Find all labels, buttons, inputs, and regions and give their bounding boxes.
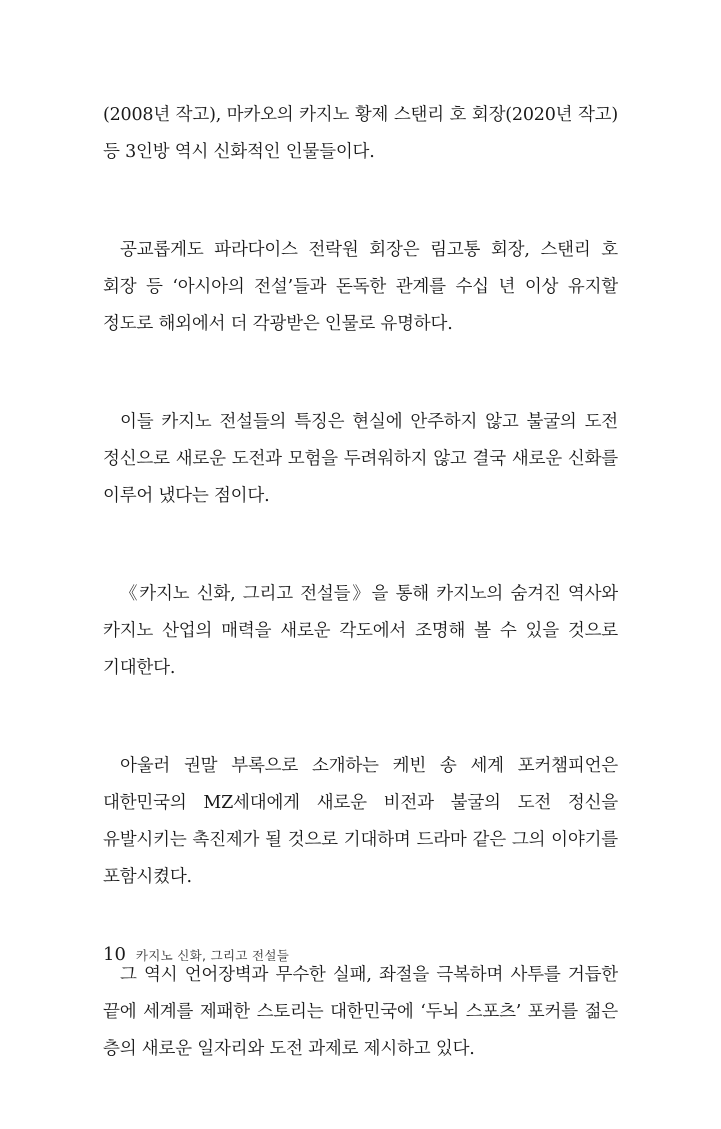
page-number: 10 xyxy=(103,944,126,965)
page-footer xyxy=(103,944,289,965)
running-title: 카지노 신화, 그리고 전설들 xyxy=(135,948,290,963)
paragraph-continued: (2008년 작고), 마카오의 카지노 황제 스탠리 호 회장(2020년 작고) 등 3인방 역시 신화적인 인물들이다. xyxy=(103,105,618,162)
paragraph: 《카지노 신화, 그리고 전설들》을 통해 카지노의 숨겨진 역사와 카지노 산업의 매력을 새로운 각도에서 조명해 볼 수 있을 것으로 기대한다. xyxy=(103,584,618,678)
paragraph: 그 역시 언어장벽과 무수한 실패, 좌절을 극복하며 사투를 거듭한 끝에 세계를 제패한 스토리는 대한민국에 ‘두뇌 스포츠’ 포커를 젊은 층의 새로운 일자리와 도전 과제로 제시하고 있다. xyxy=(103,965,618,1059)
paragraph: 공교롭게도 파라다이스 전락원 회장은 림고통 회장, 스탠리 호 회장 등 ‘아시아의 전설’들과 돈독한 관계를 수십 년 이상 유지할 정도로 해외에서 더 각광받은 인물로 유명하다. xyxy=(103,240,618,334)
paragraph: 이들 카지노 전설들의 특징은 현실에 안주하지 않고 불굴의 도전 정신으로 새로운 도전과 모험을 두려워하지 않고 결국 새로운 신화를 이루어 냈다는 점이다. xyxy=(103,412,618,506)
paragraph: 아울러 권말 부록으로 소개하는 케빈 송 세계 포커챔피언은 대한민국의 MZ세대에게 새로운 비전과 불굴의 도전 정신을 유발시키는 촉진제가 될 것으로 기대하며 드라마 같은 그의 이야기를 포함시켰다. xyxy=(103,756,618,887)
body-text xyxy=(103,97,618,1129)
